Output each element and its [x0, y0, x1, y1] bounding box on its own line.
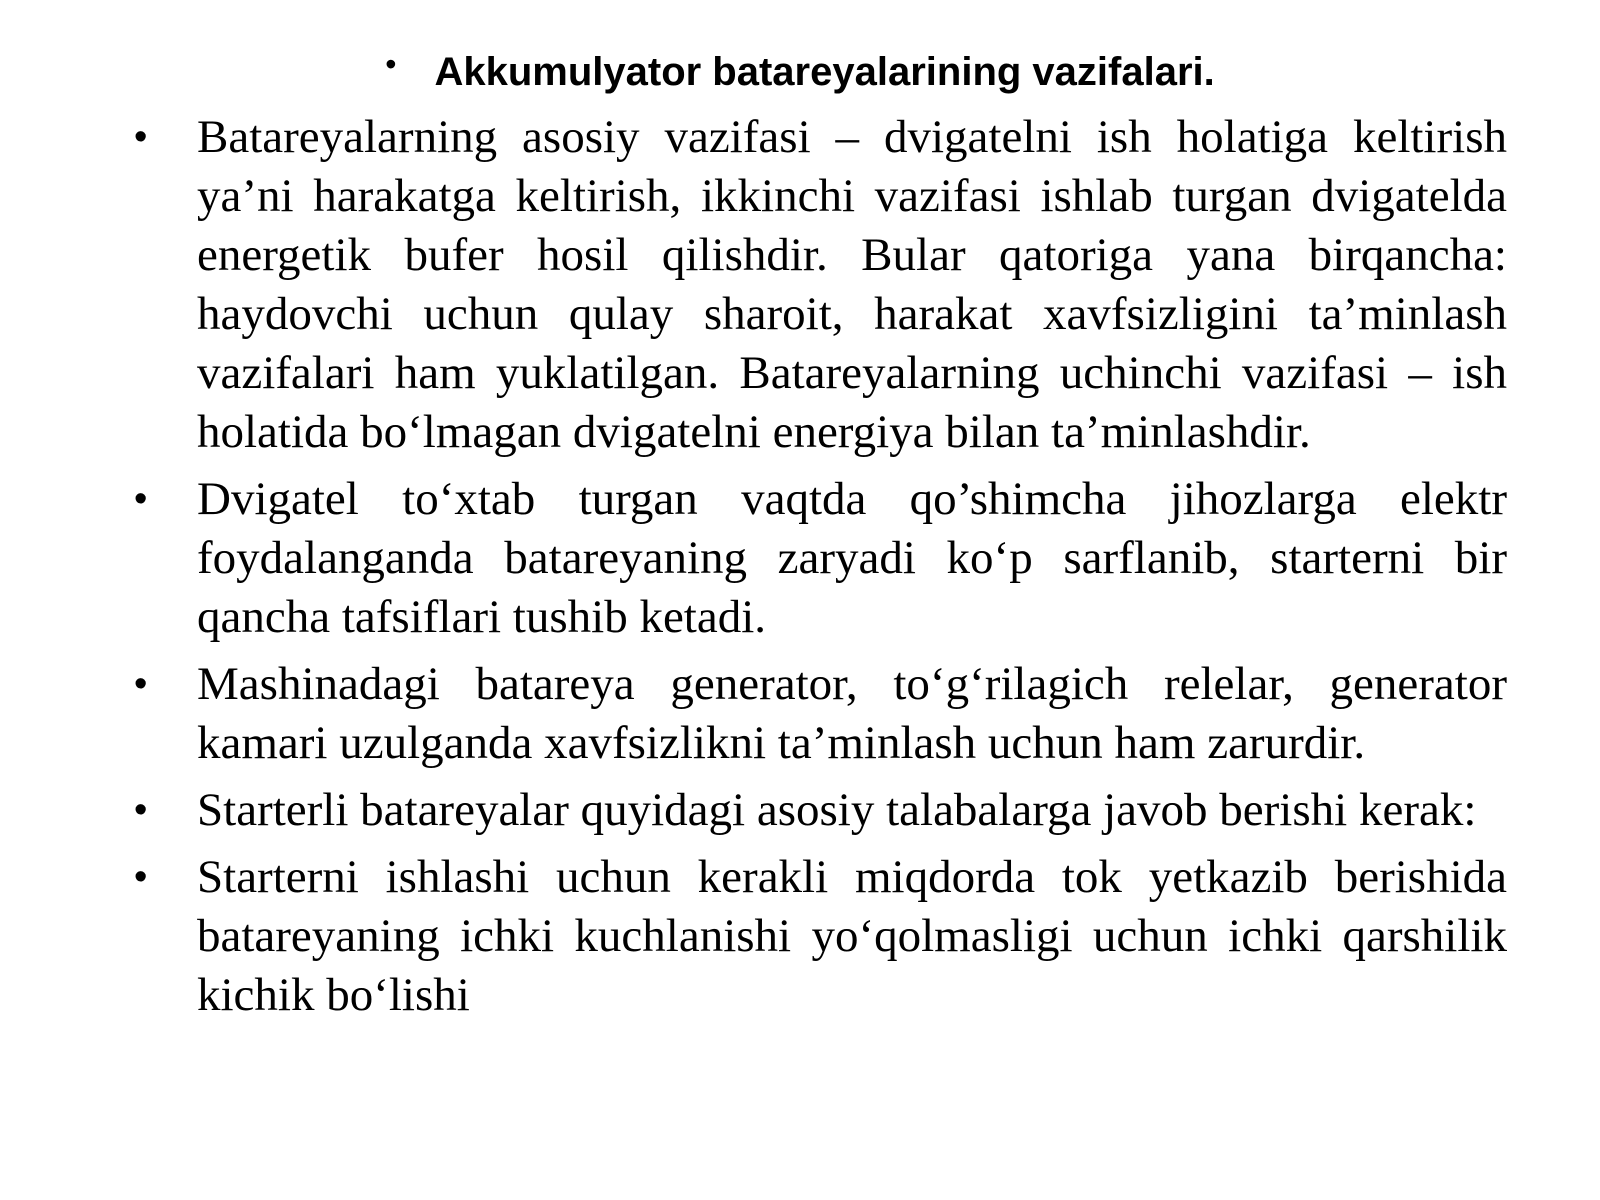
- bullet-item-1: [0, 108, 1600, 462]
- bullet-text: Dvigatel to‘xtab turgan vaqtda qo’shimcha jihozlarga elektr foydalanganda batareyaning zaryadi ko‘p sarflanib, starterni bir qancha tafsiflari tushib ketadi.: [197, 473, 1507, 643]
- bullet-item-2: [0, 470, 1600, 647]
- bullet-item-5: [0, 848, 1600, 1025]
- bullet-text: Mashinadagi batareya generator, to‘g‘rilagich relelar, generator kamari uzulganda xavfsizlikni ta’minlash uchun ham zarurdir.: [197, 658, 1507, 769]
- bullet-item-4: [0, 781, 1600, 840]
- slide-title: Akkumulyator batareyalarining vazifalari.: [434, 49, 1215, 94]
- title-bullet-icon: •: [385, 45, 397, 82]
- slide-title-row: [0, 44, 1600, 100]
- bullet-text: Starterli batareyalar quyidagi asosiy talabalarga javob berishi kerak:: [197, 784, 1477, 836]
- bullet-icon: •: [134, 478, 148, 520]
- bullet-list: [0, 108, 1600, 1033]
- bullet-text: Starterni ishlashi uchun kerakli miqdorda tok yetkazib berishida batareyaning ichki kuchlanishi yo‘qolmasligi uchun ichki qarshilik kichik bo‘lishi: [197, 851, 1507, 1021]
- bullet-text: Batareyalarning asosiy vazifasi – dvigatelni ish holatiga keltirish ya’ni harakatga keltirish, ikkinchi vazifasi ishlab turgan dvigatelda energetik bufer hosil qilishdir. Bular qatoriga yana birqancha: haydovchi uchun qulay sharoit, harakat xavfsizligini ta’minlash vazifalari ham yuklatilgan. Batareyalarning uchinchi vazifasi – ish holatida bo‘lmagan dvigatelni energiya bilan ta’minlashdir.: [197, 111, 1507, 458]
- bullet-item-3: [0, 655, 1600, 773]
- bullet-icon: •: [134, 663, 148, 705]
- bullet-icon: •: [134, 856, 148, 898]
- bullet-icon: •: [134, 116, 148, 158]
- bullet-icon: •: [134, 789, 148, 831]
